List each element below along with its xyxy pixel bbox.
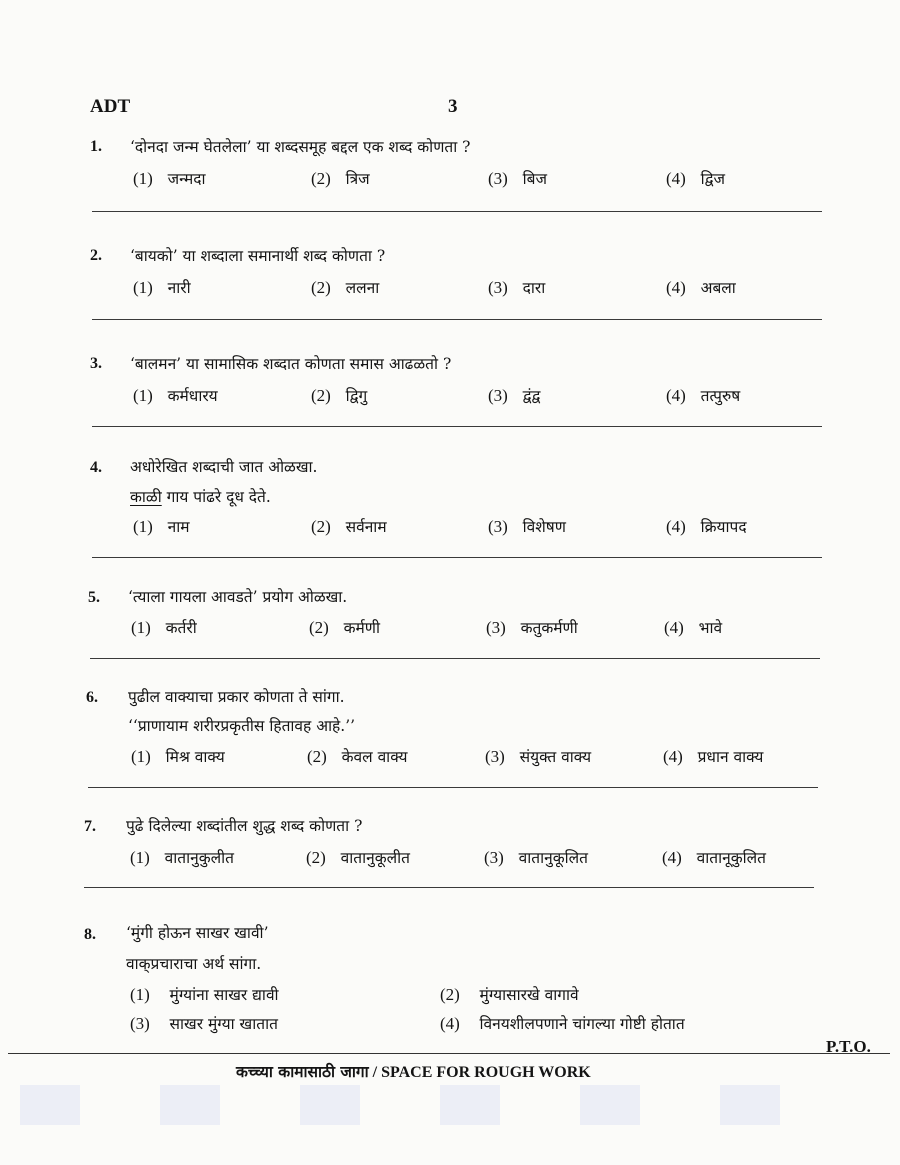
- option-2[interactable]: (2) मुंग्यासारखे वागावे: [440, 985, 579, 1004]
- question-text: पुढे दिलेल्या शब्दांतील शुद्ध शब्द कोणता ?: [126, 817, 363, 835]
- option-1[interactable]: (1) कर्तरी: [131, 618, 197, 637]
- question-number: 5.: [88, 589, 100, 606]
- option-1[interactable]: (1) नाम: [133, 517, 190, 536]
- divider: [92, 557, 822, 558]
- question-number: 7.: [84, 818, 96, 835]
- option-2[interactable]: (2) ललना: [311, 278, 380, 297]
- underlined-word: काळी: [130, 488, 162, 506]
- divider: [88, 787, 818, 788]
- option-1[interactable]: (1) वातानुकुलीत: [130, 848, 234, 867]
- divider: [92, 426, 822, 427]
- question-number: 8.: [84, 926, 96, 943]
- rough-work-label: कच्च्या कामासाठी जागा / SPACE FOR ROUGH WORK: [236, 1062, 591, 1081]
- option-4[interactable]: (4) तत्पुरुष: [666, 386, 741, 405]
- option-2[interactable]: (2) द्विगु: [311, 386, 368, 405]
- footer-rule: [8, 1053, 890, 1054]
- option-3[interactable]: (3) वातानुकूलित: [484, 848, 588, 867]
- option-1[interactable]: (1) कर्मधारय: [133, 386, 218, 405]
- divider: [92, 211, 822, 212]
- divider: [84, 887, 814, 888]
- option-3[interactable]: (3) संयुक्त वाक्य: [485, 747, 592, 766]
- divider: [92, 319, 822, 320]
- option-3[interactable]: (3) दारा: [488, 278, 546, 297]
- option-2[interactable]: (2) केवल वाक्य: [307, 747, 408, 766]
- divider: [90, 658, 820, 659]
- option-4[interactable]: (4) क्रियापद: [666, 517, 747, 536]
- exam-code: ADT: [90, 96, 131, 117]
- option-2[interactable]: (2) त्रिज: [311, 169, 370, 188]
- question-number: 6.: [86, 689, 98, 706]
- option-4[interactable]: (4) वातानूकुलित: [662, 848, 766, 867]
- option-3[interactable]: (3) कतुकर्मणी: [486, 618, 578, 637]
- option-4[interactable]: (4) विनयशीलपणाने चांगल्या गोष्टी होतात: [440, 1014, 685, 1033]
- option-1[interactable]: (1) जन्मदा: [133, 169, 206, 188]
- option-3[interactable]: (3) बिज: [488, 169, 547, 188]
- option-2[interactable]: (2) सर्वनाम: [311, 517, 387, 536]
- question-sentence: काळी गाय पांढरे दूध देते.: [130, 488, 271, 506]
- option-4[interactable]: (4) द्विज: [666, 169, 726, 188]
- question-text: ‘बायको’ या शब्दाला समानार्थी शब्द कोणता ?: [130, 247, 386, 265]
- option-1[interactable]: (1) मिश्र वाक्य: [131, 747, 225, 766]
- option-1[interactable]: (1) नारी: [133, 278, 191, 297]
- question-number: 2.: [90, 247, 102, 264]
- question-number: 1.: [90, 138, 102, 155]
- rough-work-area: [20, 1085, 780, 1125]
- question-text: अधोरेखित शब्दाची जात ओळखा.: [130, 458, 318, 476]
- option-1[interactable]: (1) मुंग्यांना साखर द्यावी: [130, 985, 279, 1004]
- question-text: ‘त्याला गायला आवडते’ प्रयोग ओळखा.: [128, 588, 348, 606]
- option-2[interactable]: (2) वातानुकूलीत: [306, 848, 410, 867]
- question-text: पुढील वाक्याचा प्रकार कोणता ते सांगा.: [128, 688, 345, 706]
- option-2[interactable]: (2) कर्मणी: [309, 618, 381, 637]
- page-number: 3: [448, 96, 458, 117]
- option-3[interactable]: (3) विशेषण: [488, 517, 566, 536]
- option-4[interactable]: (4) भावे: [664, 618, 723, 637]
- question-number: 3.: [90, 355, 102, 372]
- question-text: ‘दोनदा जन्म घेतलेला’ या शब्दसमूह बद्दल एक शब्द कोणता ?: [130, 138, 471, 156]
- question-subtext: वाक्‌प्रचाराचा अर्थ सांगा.: [126, 955, 262, 973]
- question-text: ‘मुंगी होऊन साखर खावी’: [126, 924, 269, 942]
- question-quote: ‘‘प्राणायाम शरीरप्रकृतीस हितावह आहे.’’: [128, 717, 356, 735]
- option-4[interactable]: (4) अबला: [666, 278, 736, 297]
- question-number: 4.: [90, 459, 102, 476]
- option-3[interactable]: (3) द्वंद्व: [488, 386, 541, 405]
- option-4[interactable]: (4) प्रधान वाक्य: [663, 747, 764, 766]
- question-text: ‘बालमन’ या सामासिक शब्दात कोणता समास आढळतो ?: [130, 355, 452, 373]
- pto-label: P.T.O.: [826, 1037, 871, 1056]
- option-3[interactable]: (3) साखर मुंग्या खातात: [130, 1014, 278, 1033]
